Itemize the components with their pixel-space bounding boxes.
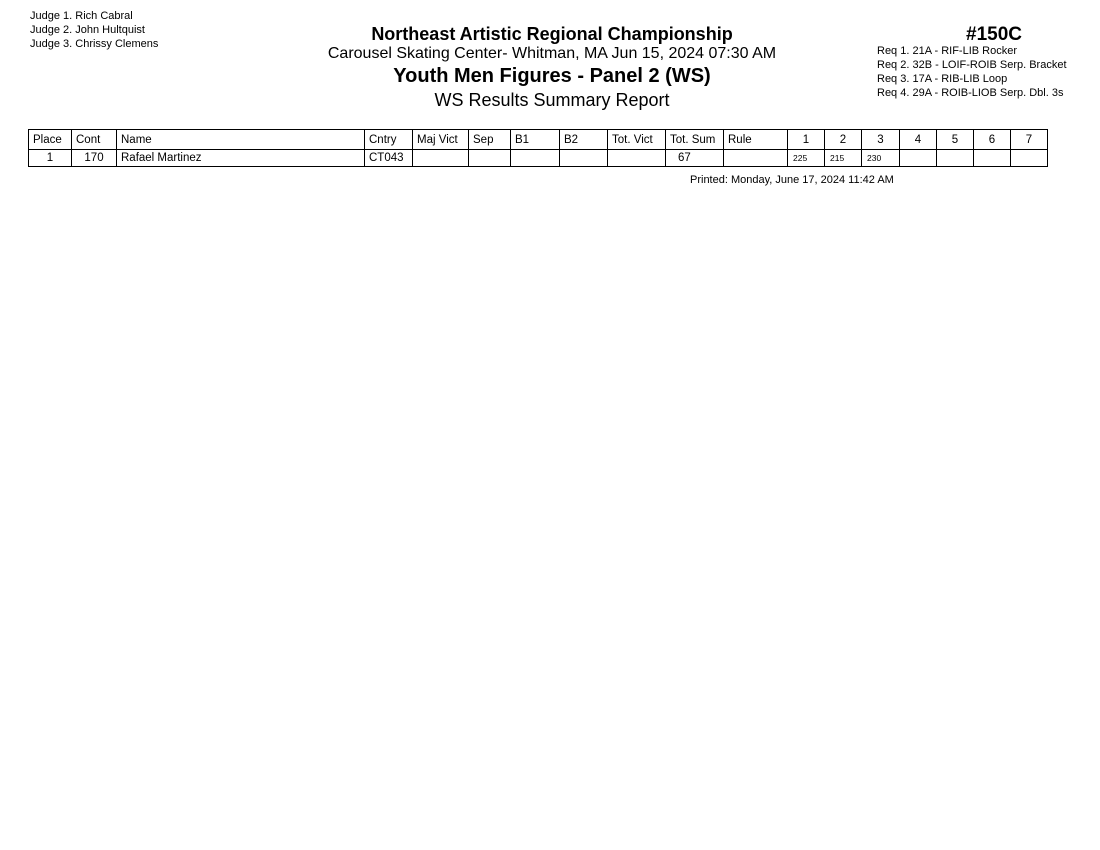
- col-sep: Sep: [469, 130, 511, 150]
- col-judge-2: 2: [825, 130, 862, 150]
- col-tot-sum: Tot. Sum: [666, 130, 724, 150]
- col-cntry: Cntry: [365, 130, 413, 150]
- col-maj-vict: Maj Vict: [413, 130, 469, 150]
- cell-name: Rafael Martinez: [117, 150, 365, 167]
- col-tot-vict: Tot. Vict: [608, 130, 666, 150]
- requirement-1: Req 1. 21A - RIF-LIB Rocker: [877, 45, 1017, 57]
- cell-place: 1: [29, 150, 72, 167]
- requirement-3: Req 3. 17A - RIB-LIB Loop: [877, 73, 1008, 85]
- judge-3: Judge 3. Chrissy Clemens: [30, 38, 159, 50]
- col-judge-3: 3: [862, 130, 900, 150]
- cell-tot-sum: 67: [666, 150, 724, 167]
- cell-judge-7: [1011, 150, 1048, 167]
- cell-sep: [469, 150, 511, 167]
- cell-maj-vict: [413, 150, 469, 167]
- table-row: [29, 150, 1048, 167]
- col-judge-5: 5: [937, 130, 974, 150]
- cell-cont: 170: [72, 150, 117, 167]
- col-cont: Cont: [72, 130, 117, 150]
- cell-judge-6: [974, 150, 1011, 167]
- col-judge-4: 4: [900, 130, 937, 150]
- report-title: WS Results Summary Report: [434, 90, 670, 110]
- requirement-4: Req 4. 29A - ROIB-LIOB Serp. Dbl. 3s: [877, 87, 1064, 99]
- cell-rule: [724, 150, 788, 167]
- table-header-row: [29, 130, 1048, 150]
- requirement-2: Req 2. 32B - LOIF-ROIB Serp. Bracket: [877, 59, 1067, 71]
- cell-judge-5: [937, 150, 974, 167]
- cell-judge-2: 215: [825, 150, 862, 167]
- requirements-list: [877, 44, 1067, 100]
- printed-timestamp: Printed: Monday, June 17, 2024 11:42 AM: [690, 174, 894, 186]
- cell-b2: [560, 150, 608, 167]
- venue-date: Carousel Skating Center- Whitman, MA Jun 15, 2024 07:30 AM: [327, 45, 777, 62]
- cell-tot-vict: [608, 150, 666, 167]
- col-name: Name: [117, 130, 365, 150]
- cell-cntry: CT043: [365, 150, 413, 167]
- results-table: [28, 129, 1048, 167]
- judge-1: Judge 1. Rich Cabral: [30, 10, 133, 22]
- col-rule: Rule: [724, 130, 788, 150]
- cell-judge-4: [900, 150, 937, 167]
- col-b2: B2: [560, 130, 608, 150]
- event-title: Youth Men Figures - Panel 2 (WS): [393, 65, 711, 87]
- cell-b1: [511, 150, 560, 167]
- cell-judge-1: 225: [788, 150, 825, 167]
- judge-2: Judge 2. John Hultquist: [30, 24, 145, 36]
- col-judge-6: 6: [974, 130, 1011, 150]
- col-b1: B1: [511, 130, 560, 150]
- col-place: Place: [29, 130, 72, 150]
- competition-title: Northeast Artistic Regional Championship: [371, 24, 733, 44]
- cell-judge-3: 230: [862, 150, 900, 167]
- event-number: #150C: [966, 24, 1022, 45]
- col-judge-1: 1: [788, 130, 825, 150]
- col-judge-7: 7: [1011, 130, 1048, 150]
